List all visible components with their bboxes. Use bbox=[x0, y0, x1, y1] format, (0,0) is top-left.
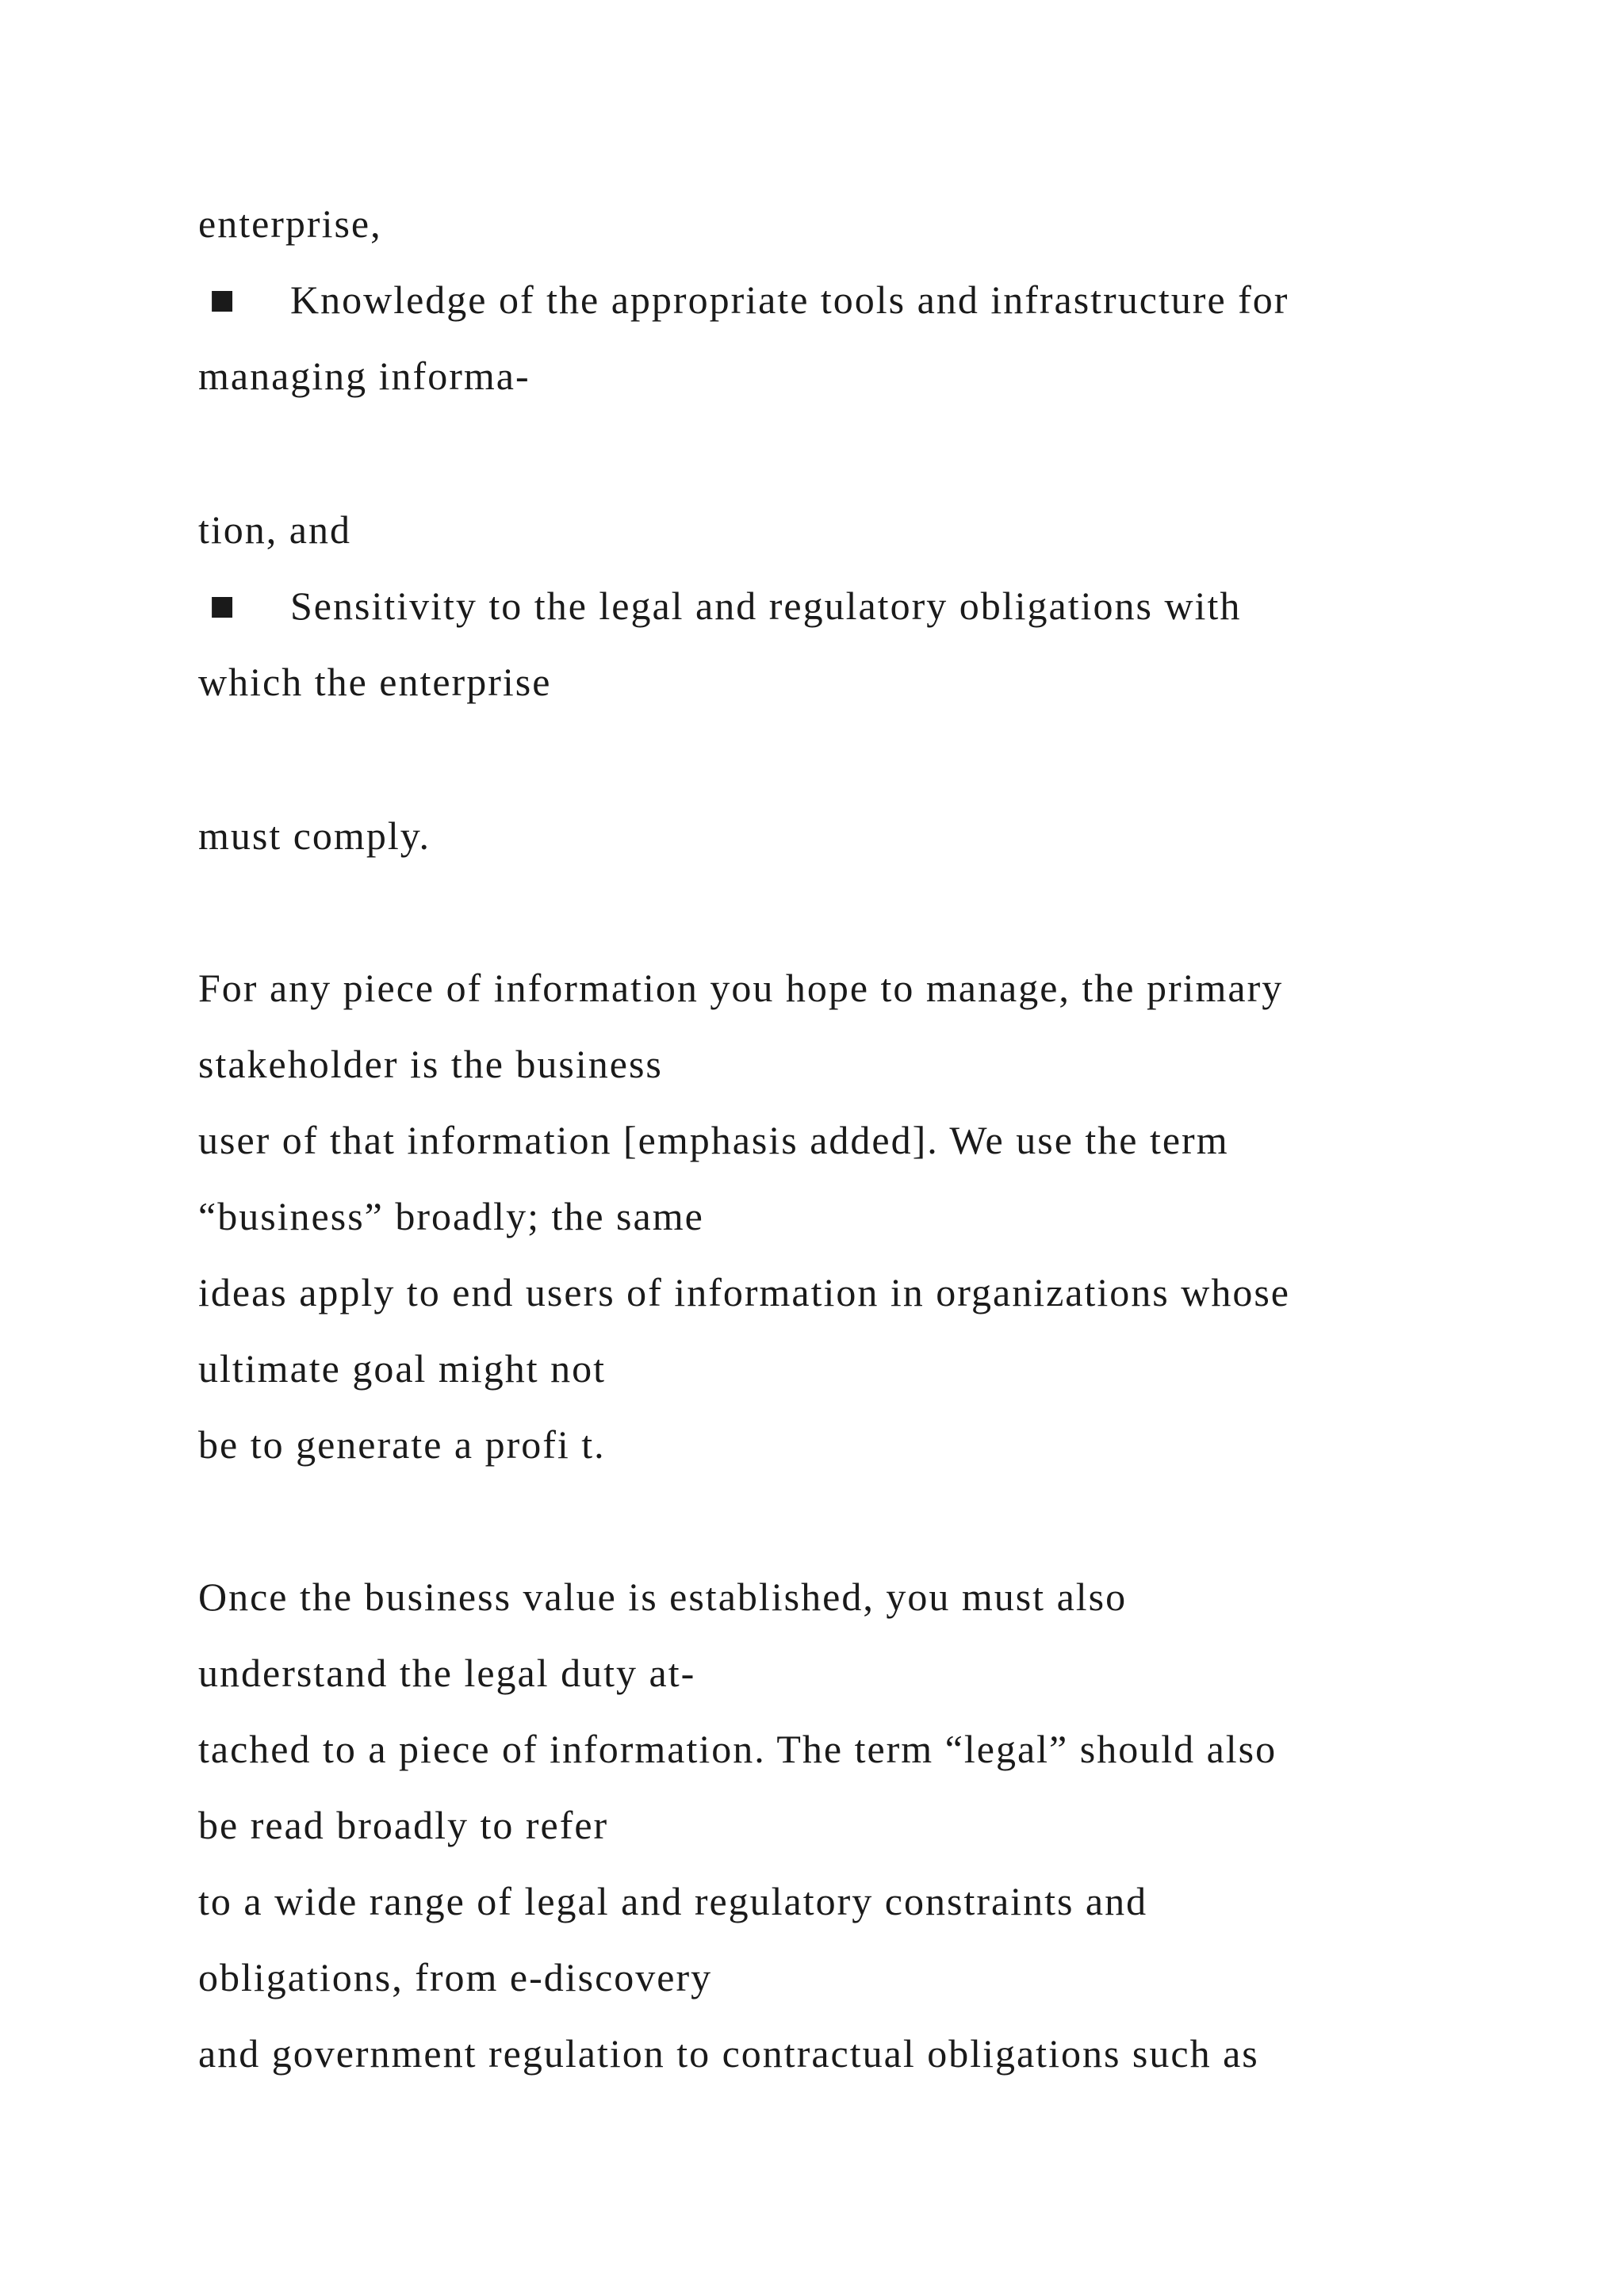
paragraph-line: ideas apply to end users of information in organizations whose bbox=[198, 1270, 1290, 1314]
bullet-item-text: Sensitivity to the legal and regulatory obligations with bbox=[290, 584, 1242, 628]
text-line: enterprise, bbox=[198, 201, 382, 246]
paragraph-line: and government regulation to contractual obligations such as bbox=[198, 2031, 1259, 2076]
square-bullet-icon: ■ bbox=[209, 284, 236, 316]
paragraph-line: ultimate goal might not bbox=[198, 1346, 606, 1391]
paragraph-line: obligations, from e-discovery bbox=[198, 1955, 713, 1999]
paragraph-line: Once the business value is established, you must also bbox=[198, 1575, 1128, 1619]
paragraph-line: understand the legal duty at- bbox=[198, 1651, 696, 1695]
paragraph-line: to a wide range of legal and regulatory constraints and bbox=[198, 1879, 1148, 1923]
text-line: must comply. bbox=[198, 813, 431, 858]
square-bullet-icon: ■ bbox=[209, 590, 236, 622]
text-line: which the enterprise bbox=[198, 660, 552, 704]
text-line: managing informa- bbox=[198, 354, 530, 398]
paragraph-line: be to generate a profi t. bbox=[198, 1422, 606, 1467]
paragraph-line: user of that information [emphasis added]. We use the term bbox=[198, 1118, 1229, 1162]
paragraph-line: “business” broadly; the same bbox=[198, 1194, 704, 1238]
text-line: tion, and bbox=[198, 507, 351, 552]
paragraph-line: tached to a piece of information. The term “legal” should also bbox=[198, 1727, 1277, 1771]
paragraph-line: stakeholder is the business bbox=[198, 1042, 663, 1086]
paragraph-line: be read broadly to refer bbox=[198, 1803, 609, 1847]
bullet-item-text: Knowledge of the appropriate tools and infrastructure for bbox=[290, 277, 1289, 322]
paragraph-line: For any piece of information you hope to manage, the primary bbox=[198, 966, 1284, 1010]
